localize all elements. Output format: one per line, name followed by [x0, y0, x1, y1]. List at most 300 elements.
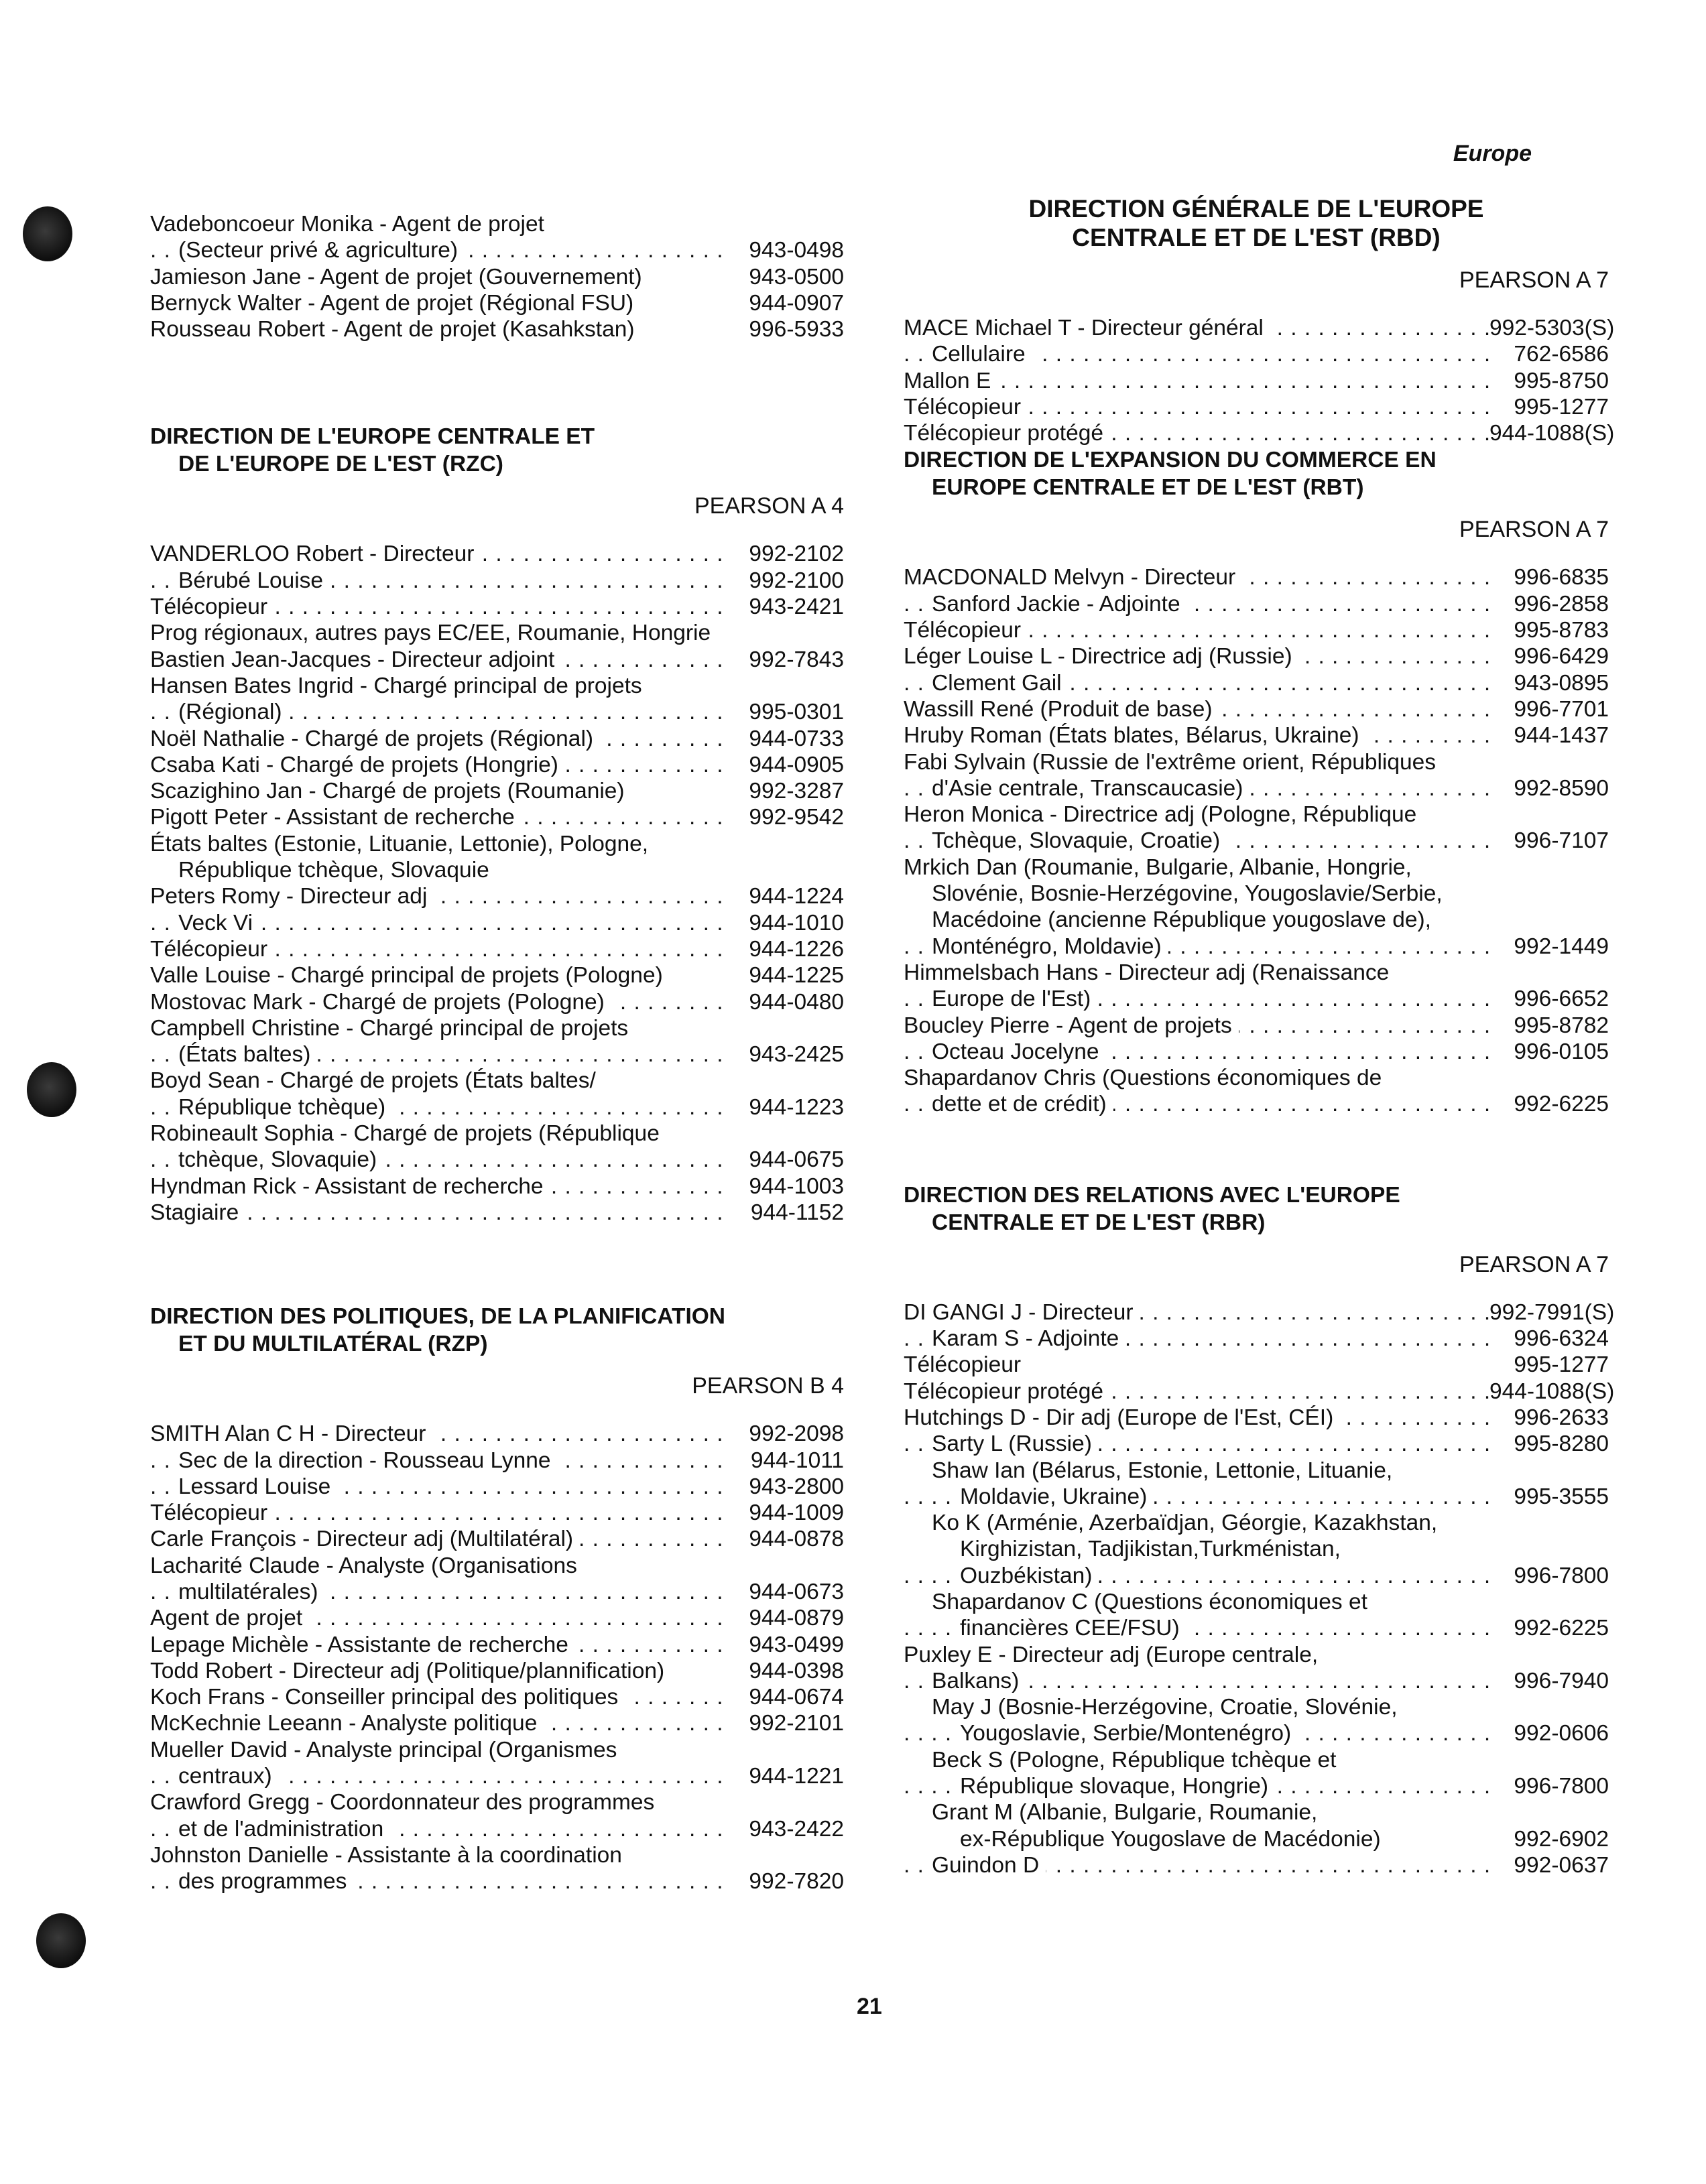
directory-entry [904, 643, 1609, 669]
section-title-line1: DIRECTION DE L'EUROPE CENTRALE ET [150, 424, 595, 450]
directory-entry [904, 1431, 1609, 1457]
entry-phone: 943-0500 [749, 264, 844, 290]
entry-name [150, 726, 725, 752]
entry-phone: 995-8783 [1514, 618, 1609, 643]
entry-name [150, 936, 725, 962]
entry-name [150, 1658, 725, 1684]
entry-phone: 944-1010 [749, 910, 844, 936]
directory-entry [904, 341, 1609, 367]
entry-phone: 992-6902 [1514, 1826, 1609, 1852]
entry-phone: 943-2425 [749, 1042, 844, 1068]
entry-name [150, 857, 725, 883]
entry-phone: 944-1223 [749, 1094, 844, 1120]
entry-phone: 992-7843 [749, 647, 844, 672]
directory-entry [150, 211, 844, 237]
directory-entry [904, 1352, 1609, 1378]
entry-name-text: Peters Romy - Directeur adj [150, 884, 434, 909]
entry-phone: 992-9542 [749, 805, 844, 830]
directory-entry [150, 883, 844, 909]
entry-name [904, 1484, 1489, 1510]
entry-name-text: centraux) [178, 1764, 279, 1789]
entry-name-text: Carle François - Directeur adj (Multilatéral) [150, 1527, 580, 1551]
directory-entry [904, 907, 1609, 933]
entry-name-text: Sec de la direction - Rousseau Lynne [178, 1448, 558, 1473]
entry-phone: 996-7940 [1514, 1668, 1609, 1693]
entry-name [150, 1868, 725, 1894]
entry-phone: 995-0301 [749, 700, 844, 725]
entry-name-text: Puxley E - Directeur adj (Europe centrale, [904, 1643, 1325, 1667]
entry-name-text: Koch Frans - Conseiller principal des politiques [150, 1685, 625, 1710]
entry-name [150, 1763, 725, 1789]
entry-phone: 992-3287 [749, 779, 844, 804]
section-room: PEARSON A 4 [694, 493, 844, 519]
entry-name [904, 591, 1489, 617]
entry-phone: 944-1224 [749, 884, 844, 909]
entry-phone: 996-2633 [1514, 1405, 1609, 1430]
directory-entry [904, 1299, 1615, 1326]
entry-name [150, 1737, 725, 1763]
directory-entry [150, 1763, 844, 1789]
entry-name [150, 1474, 725, 1500]
entry-name [904, 749, 1489, 775]
entry-phone: 995-8280 [1514, 1431, 1609, 1457]
directory-entry [904, 934, 1609, 960]
entry-phone: 992-0606 [1514, 1721, 1609, 1746]
entry-name-text: Hansen Bates Ingrid - Chargé principal de projets [150, 673, 649, 698]
entry-name [904, 1563, 1489, 1589]
entry-phone: 992-8590 [1514, 775, 1609, 801]
entry-name-text: et de l'administration [178, 1817, 390, 1842]
entry-name [150, 1147, 725, 1173]
entry-name-text: États baltes (Estonie, Lituanie, Lettonie), Pologne, [150, 832, 655, 856]
entry-phone: 996-0105 [1514, 1039, 1609, 1064]
entry-name [150, 1684, 725, 1710]
entry-phone: 996-6652 [1514, 986, 1609, 1012]
entry-name [150, 620, 844, 646]
entry-name [150, 1015, 725, 1041]
entry-name [150, 1789, 725, 1815]
entry-name-text: République tchèque, Slovaquie [178, 858, 496, 883]
entry-phone: 992-6225 [1514, 1092, 1609, 1117]
directory-entry [150, 1448, 844, 1474]
entry-name-text: Slovénie, Bosnie-Herzégovine, Yougoslavie/Serbie, [932, 881, 1449, 906]
entry-name [904, 775, 1489, 801]
entry-name-text: Télécopieur protégé [904, 1379, 1110, 1404]
entry-name-text: Télécopieur [150, 937, 274, 962]
entry-name-text: financières CEE/FSU) [960, 1616, 1186, 1641]
entry-name [150, 1200, 725, 1226]
directory-entry [150, 752, 844, 778]
entry-name-text: Todd Robert - Directeur adj (Politique/plannification) [150, 1659, 671, 1683]
entry-name [904, 670, 1489, 696]
section-title-line2: EUROPE CENTRALE ET DE L'EST (RBT) [932, 475, 1364, 501]
entry-phone: 944-1437 [1514, 723, 1609, 749]
directory-entry [150, 1789, 844, 1815]
directory-entry [904, 1773, 1609, 1799]
entry-name [904, 1405, 1489, 1431]
directory-entry [150, 962, 844, 988]
directory-entry [904, 1720, 1609, 1746]
entry-name-text: Jamieson Jane - Agent de projet (Gouvernement) [150, 265, 649, 290]
section-title [904, 194, 1609, 252]
directory-entry [904, 1458, 1609, 1484]
entry-name [904, 1091, 1489, 1117]
directory-entry [904, 749, 1609, 775]
entry-name-text: Europe de l'Est) [932, 986, 1097, 1011]
entry-phone: 943-2800 [749, 1474, 844, 1499]
directory-entry [150, 831, 844, 857]
directory-entry [904, 828, 1609, 854]
entry-name [150, 1526, 725, 1552]
directory-entry [150, 936, 844, 962]
entry-name-text: Hutchings D - Dir adj (Europe de l'Est, CÉI) [904, 1405, 1340, 1430]
entry-name [150, 804, 725, 830]
directory-entry [904, 1013, 1609, 1039]
directory-entry [904, 986, 1609, 1012]
entry-name [150, 1553, 725, 1579]
entry-phone: 944-0673 [749, 1579, 844, 1604]
entry-name-text: Boyd Sean - Chargé de projets (États baltes/ [150, 1068, 603, 1093]
directory-entry [150, 1421, 844, 1447]
entry-name [904, 1668, 1489, 1694]
directory-entry [150, 1094, 844, 1120]
directory-entry [150, 699, 844, 725]
directory-entry [904, 1484, 1609, 1510]
entry-name-text: Clement Gail [932, 671, 1069, 696]
directory-entry [150, 1737, 844, 1763]
directory-entry [904, 670, 1609, 696]
entry-phone: 992-7820 [749, 1869, 844, 1894]
entry-name [150, 290, 725, 316]
entry-name-text: Shapardanov C (Questions économiques et [932, 1590, 1374, 1614]
entry-name [904, 420, 1489, 446]
directory-entry [904, 1510, 1609, 1536]
section-title-line2: CENTRALE ET DE L'EST (RBR) [932, 1210, 1266, 1235]
entry-name-text: République slovaque, Hongrie) [960, 1774, 1275, 1799]
entry-name [150, 237, 725, 263]
directory-entry [150, 620, 844, 646]
entry-name [904, 960, 1489, 986]
directory-entry [904, 722, 1609, 749]
directory-entry [150, 1041, 844, 1068]
entry-phone: 944-0878 [749, 1527, 844, 1552]
entry-name [150, 1448, 725, 1474]
entry-name [150, 1816, 725, 1842]
section-title [904, 1181, 1609, 1236]
entry-name [150, 647, 725, 673]
entry-phone: 944-0907 [749, 290, 844, 316]
directorate-section [904, 194, 1615, 446]
entry-name-text: Monténégro, Moldavie) [932, 934, 1168, 959]
directory-entry [904, 854, 1609, 881]
entry-phone: 943-0895 [1514, 670, 1609, 696]
directory-entry [904, 1615, 1609, 1641]
directory-entry [150, 1632, 844, 1658]
entry-name-text: Lessard Louise [178, 1474, 337, 1499]
directory-entry [150, 1500, 844, 1526]
entry-name [904, 1013, 1489, 1039]
entry-name-text: May J (Bosnie-Herzégovine, Croatie, Slovénie, [932, 1695, 1404, 1720]
entry-name [904, 1720, 1489, 1746]
entry-name-text: Télécopieur protégé [904, 421, 1110, 446]
directory-entry [150, 1684, 844, 1710]
directory-entry [150, 541, 844, 567]
entry-name [904, 1826, 1489, 1852]
entry-name-text: Kirghizistan, Tadjikistan,Turkménistan, [960, 1537, 1347, 1561]
entry-name-text: Télécopieur [150, 594, 274, 619]
directory-entry [904, 617, 1609, 643]
entry-name-text: MACE Michael T - Directeur général [904, 316, 1270, 340]
entry-name [150, 1632, 725, 1658]
directory-entry [150, 857, 844, 883]
directory-entry [904, 1826, 1609, 1852]
directory-entry [150, 594, 844, 620]
entry-name-text: Léger Louise L - Directrice adj (Russie) [904, 644, 1299, 669]
entry-name [904, 1352, 1489, 1378]
entry-name-text: Télécopieur [904, 618, 1028, 643]
entry-name-text: Bastien Jean-Jacques - Directeur adjoint [150, 647, 561, 672]
entry-name [150, 594, 725, 620]
entry-phone: 995-8750 [1514, 368, 1609, 393]
directory-entry [150, 1015, 844, 1041]
entry-phone: 992-2102 [749, 541, 844, 567]
entry-name-text: Ko K (Arménie, Azerbaïdjan, Géorgie, Kazakhstan, [932, 1511, 1444, 1535]
entry-phone: 944-1003 [749, 1173, 844, 1199]
section-title-line2: CENTRALE ET DE L'EST (RBD) [1072, 224, 1441, 251]
entry-phone: 996-6429 [1514, 644, 1609, 669]
entry-name-text: MACDONALD Melvyn - Directeur [904, 565, 1242, 590]
directorate-section [150, 1303, 844, 1894]
entry-name [150, 1579, 725, 1605]
entry-name-text: Campbell Christine - Chargé principal de projets [150, 1016, 635, 1041]
entry-name [150, 1605, 725, 1631]
directory-entry [150, 1710, 844, 1736]
entry-name-text: Mostovac Mark - Chargé de projets (Pologne) [150, 990, 611, 1015]
entry-phone: 762-6586 [1514, 342, 1609, 367]
entry-phone: 996-7701 [1514, 696, 1609, 722]
section-room: PEARSON B 4 [692, 1373, 844, 1399]
entry-name [150, 673, 725, 699]
binder-hole [23, 206, 72, 261]
entry-name-text: Scazighino Jan - Chargé de projets (Roumanie) [150, 779, 631, 804]
entry-name-text: Sanford Jackie - Adjointe [932, 592, 1187, 617]
entry-name [904, 1536, 1489, 1562]
entry-name [150, 962, 725, 988]
entry-phone: 995-1277 [1514, 394, 1609, 420]
directory-entry [904, 315, 1615, 341]
entry-name-text: (Secteur privé & agriculture) [178, 238, 465, 263]
binder-hole [36, 1913, 86, 1968]
entry-name [150, 831, 725, 857]
directorate-section [904, 1181, 1615, 1879]
section-title [150, 423, 844, 478]
directory-list [904, 1299, 1615, 1879]
entry-name-text: Ouzbékistan) [960, 1563, 1099, 1588]
directory-entry [150, 316, 844, 342]
entry-name-text: Valle Louise - Chargé principal de projets (Pologne) [150, 963, 670, 988]
section-room: PEARSON A 7 [1459, 517, 1609, 543]
section-title-line1: DIRECTION DE L'EXPANSION DU COMMERCE EN [904, 448, 1437, 473]
section-room: PEARSON A 7 [1459, 267, 1609, 293]
entry-phone: 944-0675 [749, 1147, 844, 1173]
directory-entry [904, 696, 1609, 722]
entry-name-text: (États baltes) [178, 1042, 317, 1067]
directory-entry [904, 960, 1609, 986]
region-header: Europe [1453, 141, 1532, 166]
directory-entry [904, 1589, 1609, 1615]
directory-entry [150, 290, 844, 316]
directory-entry [904, 1378, 1615, 1405]
entry-name [150, 752, 725, 778]
directory-entry [904, 1326, 1609, 1352]
entry-name [904, 934, 1489, 960]
entry-name-text: Crawford Gregg - Coordonnateur des programmes [150, 1790, 661, 1815]
entry-phone: 944-0480 [749, 989, 844, 1015]
entry-name [150, 1421, 725, 1447]
entry-name-text: Johnston Danielle - Assistante à la coordination [150, 1843, 629, 1868]
directory-entry [904, 591, 1609, 617]
directory-entry [904, 1642, 1609, 1668]
entry-name [150, 264, 725, 290]
entry-name [904, 1299, 1489, 1326]
directory-entry [904, 394, 1609, 420]
entry-name [904, 696, 1489, 722]
entry-name [904, 1615, 1489, 1641]
entry-name [904, 1694, 1489, 1720]
entry-name [904, 881, 1489, 907]
entry-name-text: VANDERLOO Robert - Directeur [150, 541, 481, 566]
entry-name [904, 1747, 1489, 1773]
entry-name-text: multilatérales) [178, 1580, 325, 1604]
entry-name-text: Guindon D [932, 1853, 1046, 1878]
entry-name-text: Lepage Michèle - Assistante de recherche [150, 1632, 575, 1657]
entry-name-text: Karam S - Adjointe [932, 1326, 1125, 1351]
right-column [904, 194, 1615, 1878]
directory-entry [150, 1868, 844, 1894]
entry-name [150, 910, 725, 936]
entry-name [904, 368, 1489, 394]
entry-name-text: DI GANGI J - Directeur [904, 1300, 1140, 1325]
entry-name [150, 1173, 725, 1200]
entry-name-text: Beck S (Pologne, République tchèque et [932, 1748, 1343, 1773]
entry-name-text: Veck Vi [178, 911, 259, 936]
entry-phone: 996-7107 [1514, 828, 1609, 854]
entry-name [150, 1041, 725, 1068]
directory-entry [150, 804, 844, 830]
entry-name-text: Himmelsbach Hans - Directeur adj (Renaissance [904, 960, 1396, 985]
entry-phone: 992-1449 [1514, 934, 1609, 959]
section-title-line2: ET DU MULTILATÉRAL (RZP) [178, 1332, 488, 1357]
directory-entry [904, 1799, 1609, 1825]
entry-name-text: Shapardanov Chris (Questions économiques de [904, 1066, 1388, 1090]
directory-entry [150, 1120, 844, 1147]
entry-phone: 992-2100 [749, 568, 844, 593]
entry-phone: 996-5933 [749, 317, 844, 342]
entry-name-text: Bernyck Walter - Agent de projet (Régional FSU) [150, 291, 640, 316]
entry-phone: 944-1088(S) [1489, 1378, 1615, 1404]
entry-name-text: Pigott Peter - Assistant de recherche [150, 805, 522, 830]
entry-name-text: Hyndman Rick - Assistant de recherche [150, 1174, 550, 1199]
entry-phone: 995-8782 [1514, 1013, 1609, 1038]
entry-phone: 944-1011 [750, 1448, 844, 1473]
entry-name [904, 1510, 1489, 1536]
entry-name [904, 1458, 1489, 1484]
directory-list [150, 211, 844, 342]
entry-name [904, 1431, 1489, 1457]
entry-name [904, 1326, 1489, 1352]
entry-name [150, 1842, 725, 1868]
entry-name [904, 617, 1489, 643]
left-column [150, 211, 844, 1895]
entry-name-text: Mrkich Dan (Roumanie, Bulgarie, Albanie, Hongrie, [904, 855, 1418, 880]
directory-entry [150, 647, 844, 673]
entry-name [904, 801, 1489, 828]
entry-phone: 943-0499 [749, 1632, 844, 1657]
directory-entry [150, 1605, 844, 1631]
entry-phone: 992-0637 [1514, 1852, 1609, 1878]
entry-name-text: dette et de crédit) [932, 1092, 1113, 1116]
entry-name [904, 1065, 1489, 1091]
entry-name [904, 986, 1489, 1012]
directory-entry [904, 368, 1609, 394]
directory-entry [904, 801, 1609, 828]
entry-name-text: Shaw Ian (Bélarus, Estonie, Lettonie, Lituanie, [932, 1458, 1399, 1483]
directory-entry [904, 420, 1615, 446]
directory-list [904, 315, 1615, 446]
section-title-line1: DIRECTION DES POLITIQUES, DE LA PLANIFICATION [150, 1304, 725, 1330]
directory-entry [904, 1852, 1609, 1878]
section-title-line1: DIRECTION DES RELATIONS AVEC L'EUROPE [904, 1182, 1400, 1208]
entry-phone: 944-0674 [749, 1685, 844, 1710]
entry-name-text: d'Asie centrale, Transcaucasie) [932, 776, 1250, 801]
directory-entry [150, 1553, 844, 1579]
directory-entry [904, 1563, 1609, 1589]
directory-list [150, 1421, 844, 1894]
entry-name-text: Grant M (Albanie, Bulgarie, Roumanie, [932, 1800, 1324, 1825]
directory-entry [904, 1091, 1609, 1117]
entry-name [150, 1710, 725, 1736]
entry-name-text: tchèque, Slovaquie) [178, 1147, 383, 1172]
directory-entry [150, 1842, 844, 1868]
entry-name [150, 778, 725, 804]
entry-name-text: Macédoine (ancienne République yougoslave de), [932, 907, 1438, 932]
directory-entry [150, 726, 844, 752]
entry-phone: 944-1225 [749, 963, 844, 988]
directory-entry [150, 1526, 844, 1552]
entry-name [904, 854, 1489, 881]
entry-name-text: Wassill René (Produit de base) [904, 697, 1219, 722]
entry-name [904, 394, 1489, 420]
directory-entry [904, 1694, 1609, 1720]
entry-name [904, 1642, 1489, 1668]
entry-name-text: Lacharité Claude - Analyste (Organisations [150, 1553, 584, 1578]
entry-phone: 995-3555 [1514, 1484, 1609, 1509]
entry-phone: 992-2098 [749, 1421, 844, 1447]
entry-name-text: Bérubé Louise [178, 568, 330, 593]
entry-name [904, 315, 1489, 341]
entry-name-text: SMITH Alan C H - Directeur [150, 1421, 432, 1446]
entry-name [904, 643, 1489, 669]
directory-entry [150, 1579, 844, 1605]
page-number: 21 [857, 1994, 882, 2019]
binder-hole [27, 1062, 76, 1117]
directory-entry [150, 1816, 844, 1842]
directory-entry [904, 1065, 1609, 1091]
entry-name-text: Balkans) [932, 1669, 1026, 1693]
entry-name-text: ex-République Yougoslave de Macédonie) [960, 1827, 1388, 1852]
entry-phone: 944-0398 [749, 1658, 844, 1683]
directory-entry [904, 881, 1609, 907]
